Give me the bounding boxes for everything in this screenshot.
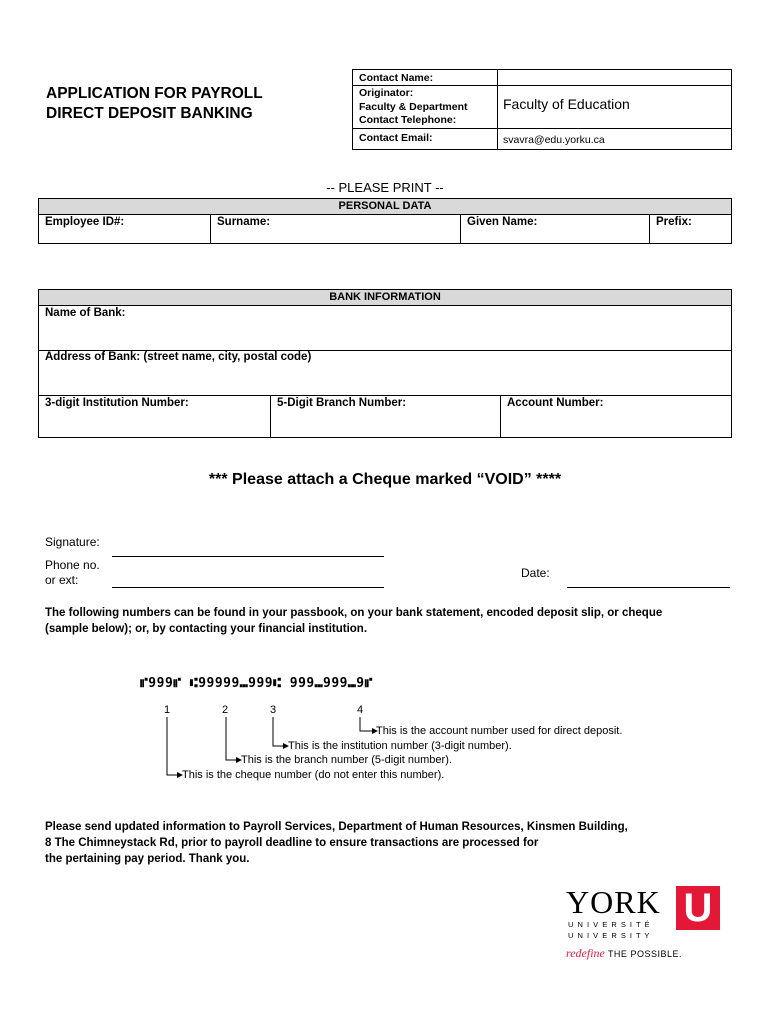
desc-institution-number: This is the institution number (3-digit number). [288, 740, 512, 752]
faculty-value: Faculty of Education [503, 96, 630, 112]
footer-line-3: the pertaining pay period. Thank you. [45, 853, 250, 865]
given-name-field[interactable]: Given Name: [467, 216, 538, 228]
branch-number-field[interactable]: 5-Digit Branch Number: [277, 397, 407, 409]
title-line-1: APPLICATION FOR PAYROLL [46, 85, 263, 102]
employee-id-field[interactable]: Employee ID#: [45, 216, 125, 228]
york-university-logo [566, 884, 726, 964]
faculty-label: Faculty & Department [359, 101, 468, 113]
signature-label: Signature: [45, 535, 100, 549]
logo-tagline-redefine: redefine [566, 946, 605, 960]
email-label: Contact Email: [359, 132, 433, 144]
sample-micr-line: ⑈999⑈ ⑆99999⑉999⑆ 999⑉999⑉9⑈ [140, 676, 373, 691]
email-value: svavra@edu.yorku.ca [503, 134, 605, 146]
surname-field[interactable]: Surname: [217, 216, 271, 228]
marker-1: 1 [164, 704, 171, 716]
phone-label-2: or ext: [45, 573, 79, 587]
desc-account-number: This is the account number used for direct deposit. [376, 725, 623, 737]
logo-york-text: YORK [566, 884, 661, 920]
title-line-2: DIRECT DEPOSIT BANKING [46, 105, 253, 122]
info-text-line-2: (sample below); or, by contacting your financial institution. [45, 623, 368, 635]
date-label: Date: [521, 566, 550, 580]
logo-u-mark: U [676, 886, 720, 930]
void-cheque-notice: *** Please attach a Cheque marked “VOID” **** [208, 471, 562, 488]
account-number-field[interactable]: Account Number: [507, 397, 604, 409]
contact-name-label: Contact Name: [359, 72, 434, 84]
please-print: -- PLEASE PRINT -- [326, 180, 444, 195]
logo-university: U N I V E R S I T Y [568, 931, 651, 940]
personal-data-header: PERSONAL DATA [39, 199, 731, 215]
institution-number-field[interactable]: 3-digit Institution Number: [45, 397, 189, 409]
phone-label-1: Phone no. [45, 558, 100, 572]
info-text-line-1: The following numbers can be found in your passbook, on your bank statement, encoded deposit slip, or cheque [45, 607, 663, 619]
bank-information-header: BANK INFORMATION [39, 290, 731, 306]
footer-instructions [45, 819, 628, 867]
marker-2: 2 [222, 704, 229, 716]
telephone-label: Contact Telephone: [359, 114, 457, 126]
desc-cheque-number: This is the cheque number (do not enter this number). [182, 769, 445, 781]
originator-label: Originator: [359, 87, 414, 99]
bank-address-field[interactable]: Address of Bank: (street name, city, postal code) [45, 351, 312, 363]
logo-tagline [566, 946, 682, 961]
logo-tagline-possible: THE POSSIBLE. [607, 949, 682, 959]
bank-name-field[interactable]: Name of Bank: [45, 307, 126, 319]
logo-universite: U N I V E R S I T É [568, 920, 651, 929]
desc-branch-number: This is the branch number (5-digit number). [241, 754, 452, 766]
prefix-field[interactable]: Prefix: [656, 216, 692, 228]
footer-line-2: 8 The Chimneystack Rd, prior to payroll deadline to ensure transactions are processed for [45, 837, 539, 849]
marker-4: 4 [357, 704, 364, 716]
footer-line-1: Please send updated information to Payroll Services, Department of Human Resources, Kinsmen Building, [45, 821, 628, 833]
marker-3: 3 [270, 704, 277, 716]
